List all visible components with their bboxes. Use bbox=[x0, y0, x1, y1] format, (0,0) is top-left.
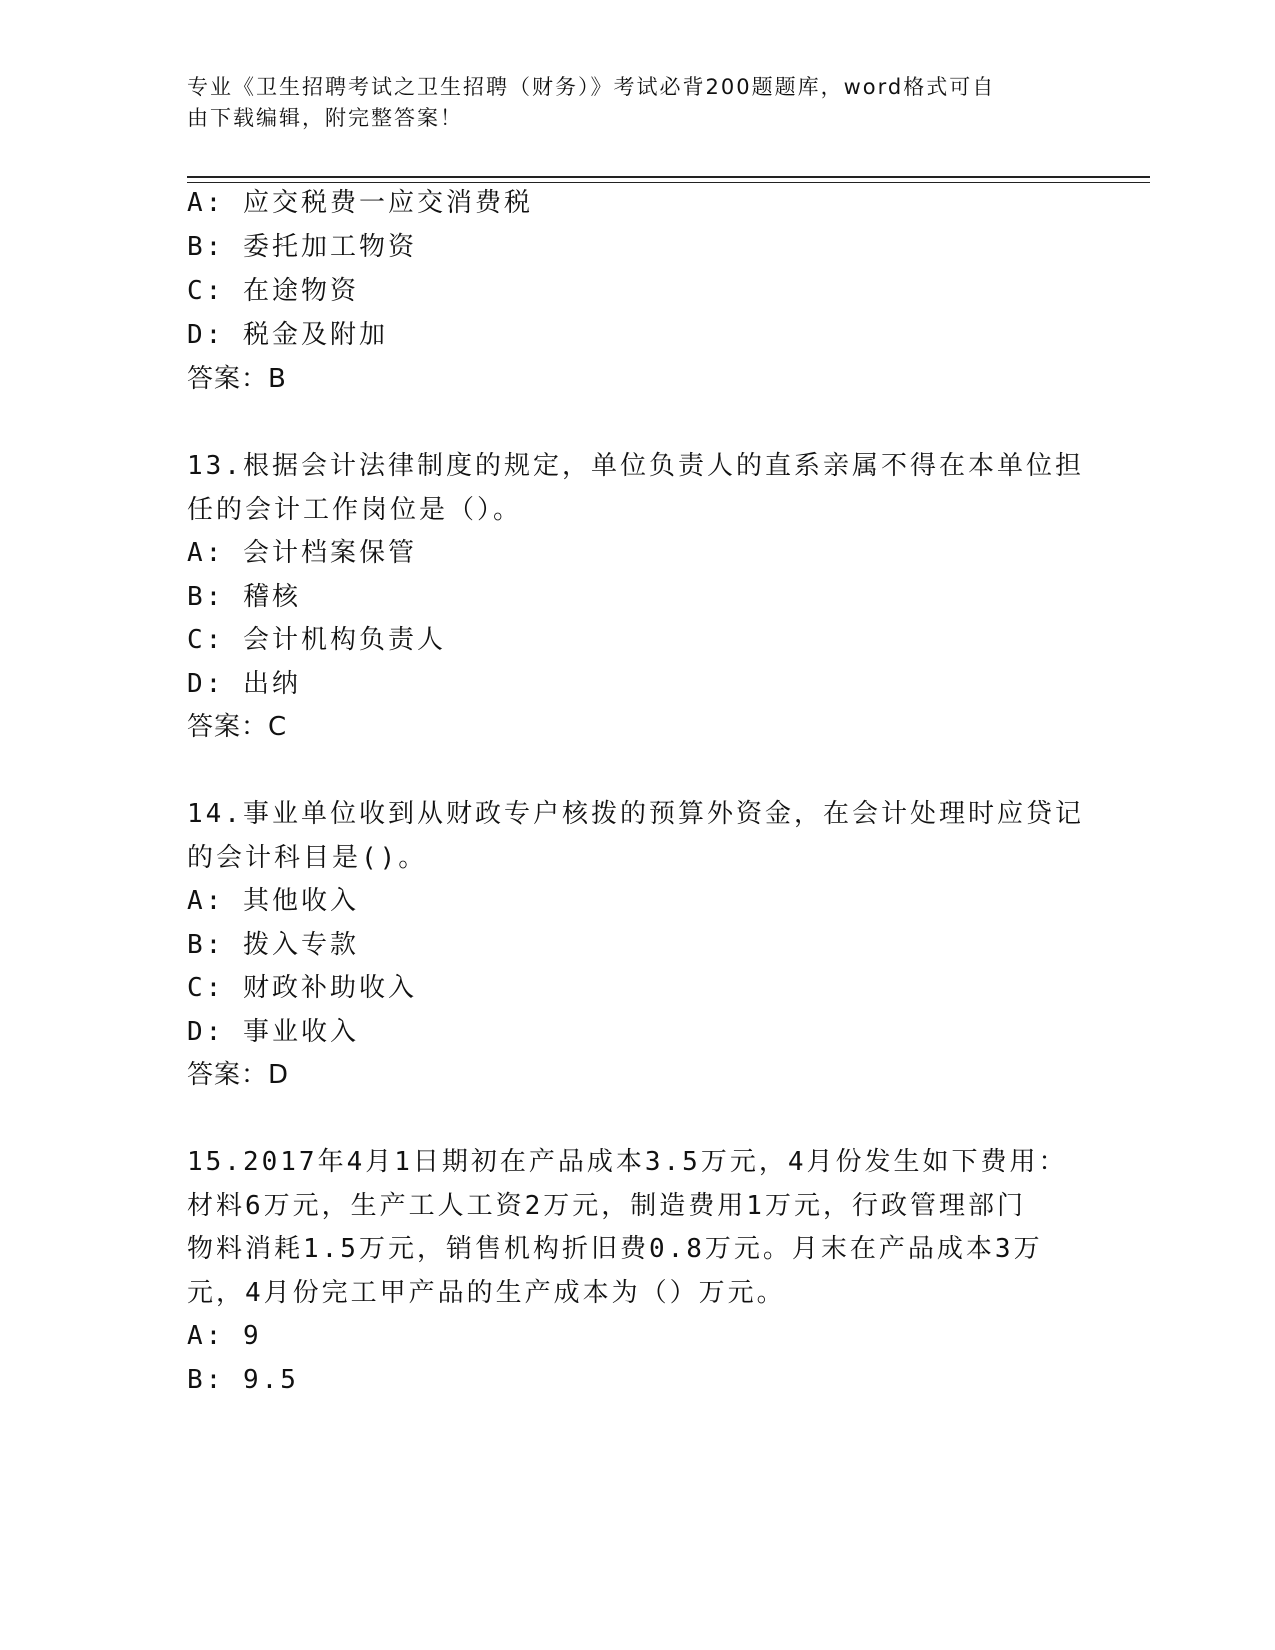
question-15-line-3: 物料消耗1.5万元，销售机构折旧费0.8万元。月末在产品成本3万 bbox=[187, 1234, 1043, 1264]
answer: 答案：B bbox=[187, 364, 287, 394]
question-14-line-2: 的会计科目是()。 bbox=[187, 843, 428, 873]
answer: 答案：C bbox=[187, 712, 288, 742]
option-b: B: 稽核 bbox=[187, 582, 301, 612]
option-b: B: 拨入专款 bbox=[187, 930, 359, 960]
option-a: A: 其他收入 bbox=[187, 886, 359, 916]
option-c: C: 财政补助收入 bbox=[187, 973, 417, 1003]
answer: 答案：D bbox=[187, 1060, 290, 1090]
option-a: A: 9 bbox=[187, 1321, 262, 1351]
option-c: C: 会计机构负责人 bbox=[187, 625, 446, 655]
header-line-2: 由下载编辑，附完整答案！ bbox=[187, 106, 463, 130]
header-divider-thick bbox=[187, 176, 1150, 178]
question-13-line-1: 13.根据会计法律制度的规定，单位负责人的直系亲属不得在本单位担 bbox=[187, 451, 1084, 481]
option-c: C: 在途物资 bbox=[187, 276, 359, 306]
option-d: D: 事业收入 bbox=[187, 1017, 359, 1047]
header-line-1: 专业《卫生招聘考试之卫生招聘（财务）》考试必背200题题库，word格式可自 bbox=[187, 75, 996, 99]
option-a: A: 会计档案保管 bbox=[187, 538, 417, 568]
option-a: A: 应交税费一应交消费税 bbox=[187, 188, 533, 218]
question-14-line-1: 14.事业单位收到从财政专户核拨的预算外资金，在会计处理时应贷记 bbox=[187, 799, 1084, 829]
option-b: B: 委托加工物资 bbox=[187, 232, 417, 262]
question-15-line-2: 材料6万元，生产工人工资2万元，制造费用1万元，行政管理部门 bbox=[187, 1191, 1026, 1221]
document-header bbox=[187, 72, 1067, 134]
question-15-line-1: 15.2017年4月1日期初在产品成本3.5万元，4月份发生如下费用： bbox=[187, 1147, 1068, 1177]
option-d: D: 税金及附加 bbox=[187, 320, 388, 350]
question-13-line-2: 任的会计工作岗位是（）。 bbox=[187, 495, 523, 525]
question-15-line-4: 元，4月份完工甲产品的生产成本为（）万元。 bbox=[187, 1278, 786, 1308]
option-b: B: 9.5 bbox=[187, 1365, 299, 1395]
header-divider-thin bbox=[187, 182, 1150, 183]
option-d: D: 出纳 bbox=[187, 669, 301, 699]
